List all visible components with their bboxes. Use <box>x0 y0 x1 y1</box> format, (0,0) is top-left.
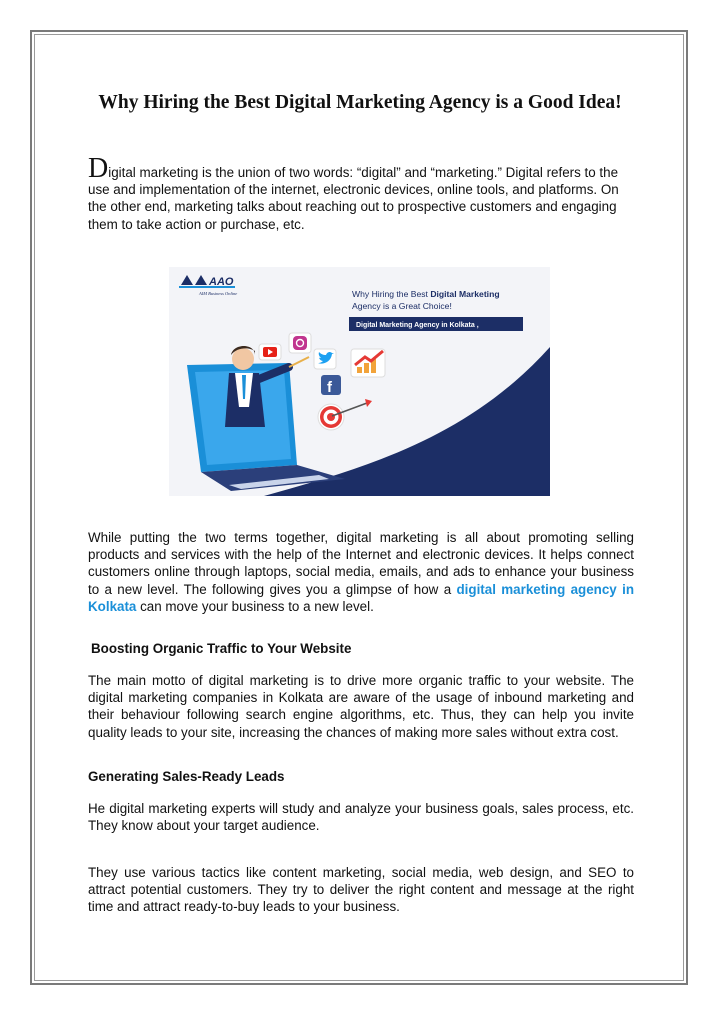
twitter-icon <box>314 349 336 369</box>
svg-text:f: f <box>327 379 332 396</box>
svg-text:AIM Business Online: AIM Business Online <box>199 291 238 296</box>
facebook-icon <box>321 375 341 396</box>
section-heading-sales-leads: Generating Sales-Ready Leads <box>88 769 285 784</box>
hero-illustration <box>169 267 550 496</box>
paragraph-organic-traffic: The main motto of digital marketing is to drive more organic traffic to your website. The digital marketing companies in Kolkata are aware of the usage of inbound marketing and their behaviour following search engine algorithms, etc. Thus, they can help you invite quality leads to your site, increasing the chances of making more sales without extra cost. <box>88 673 634 740</box>
hero-headline-line1: Why Hiring the Best Digital Marketing <box>352 289 500 299</box>
section-heading-organic-traffic: Boosting Organic Traffic to Your Website <box>91 641 352 656</box>
chart-icon <box>351 349 385 377</box>
paragraph-sales-leads-2: They use various tactics like content marketing, social media, web design, and SEO to attract potential customers. They try to deliver the right content and message at the right time and attract ready-to-buy leads to your business. <box>88 865 634 915</box>
youtube-icon <box>259 344 281 360</box>
hero-image <box>169 267 550 496</box>
article-title: Why Hiring the Best Digital Marketing Agency is a Good Idea! <box>98 92 622 113</box>
agency-kolkata-link[interactable]: digital marketing agency in Kolkata <box>88 581 634 614</box>
paragraph-intro-2: While putting the two terms together, digital marketing is all about promoting selling products and services with the help of the Internet and electronic devices. It helps connect customers online through laptops, social media, emails, and ads to enhance your business to a new level. The following gives you a glimpse of how a digital marketing agency in Kolkata can move your business to a new level. <box>88 530 634 614</box>
intro-text: igital marketing is the union of two words: “digital” and “marketing.” Digital refers to the use and implementation of the internet, electronic devices, online tools, and platforms. On the other end, marketing talks about reaching out to prospective customers and engaging them to take action or purchase, etc. <box>88 165 619 232</box>
hero-banner-text: Digital Marketing Agency in Kolkata , <box>356 322 479 329</box>
intro-paragraph <box>88 153 634 233</box>
drop-cap: D <box>88 153 109 184</box>
paragraph-sales-leads-1: He digital marketing experts will study and analyze your business goals, sales process, etc. They know about your target audience. <box>88 801 634 834</box>
instagram-icon <box>289 333 311 353</box>
svg-text:AAO: AAO <box>209 276 234 288</box>
hero-headline-line2: Agency is a Great Choice! <box>352 301 452 311</box>
